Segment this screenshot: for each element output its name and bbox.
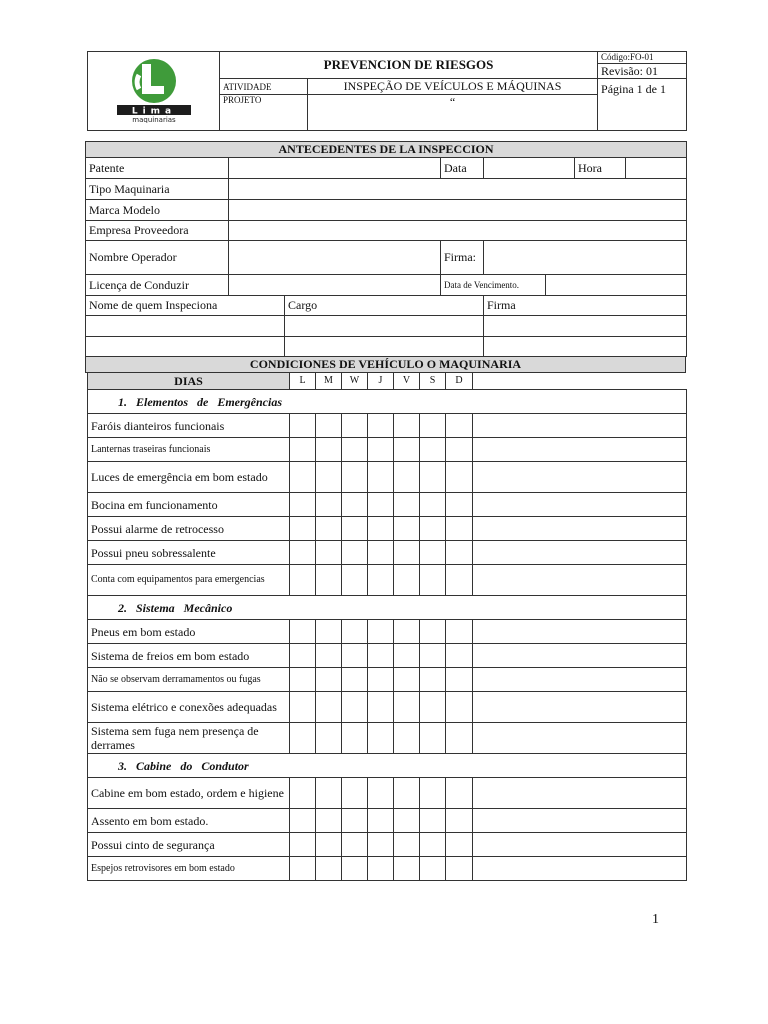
firma-label: Firma [484, 296, 687, 316]
day-check-cell[interactable] [290, 723, 316, 754]
checklist-row [88, 541, 687, 565]
day-check-cell[interactable] [368, 462, 394, 493]
day-check-cell[interactable] [446, 723, 473, 754]
day-check-cell[interactable] [316, 644, 342, 668]
day-check-cell[interactable] [446, 438, 473, 462]
checklist-row [88, 565, 687, 596]
day-check-cell[interactable] [290, 493, 316, 517]
day-check-cell[interactable] [368, 668, 394, 692]
day-check-cell[interactable] [446, 620, 473, 644]
day-check-cell[interactable] [420, 438, 446, 462]
data-vencimento-field[interactable] [546, 275, 687, 296]
projeto-value: “ [308, 95, 598, 131]
day-check-cell[interactable] [394, 620, 420, 644]
day-header: W [342, 373, 368, 390]
dias-header-row [88, 373, 687, 390]
company-logo [88, 52, 220, 131]
page-indicator: Página 1 de 1 [598, 79, 687, 131]
checklist-row [88, 462, 687, 493]
day-check-cell[interactable] [290, 517, 316, 541]
svg-text:maquinarias: maquinarias [131, 116, 176, 123]
checklist-row [88, 809, 687, 833]
day-check-cell[interactable] [394, 809, 420, 833]
day-check-cell[interactable] [316, 833, 342, 857]
checklist-row [88, 723, 687, 754]
day-check-cell[interactable] [446, 517, 473, 541]
day-check-cell[interactable] [368, 723, 394, 754]
day-header: J [368, 373, 394, 390]
checklist-item-label: Possui cinto de segurança [88, 833, 290, 857]
day-check-cell[interactable] [394, 833, 420, 857]
day-check-cell[interactable] [342, 517, 368, 541]
section-title: 2. Sistema Mecânico [88, 596, 687, 620]
observation-cell[interactable] [473, 833, 687, 857]
day-check-cell[interactable] [446, 833, 473, 857]
day-check-cell[interactable] [446, 541, 473, 565]
cargo-field-2[interactable] [285, 337, 484, 357]
day-check-cell[interactable] [394, 778, 420, 809]
observation-cell[interactable] [473, 493, 687, 517]
day-check-cell[interactable] [342, 692, 368, 723]
atividade-label: ATIVIDADE [220, 79, 308, 95]
day-check-cell[interactable] [394, 462, 420, 493]
section-row [88, 754, 687, 778]
document-code: Código:FO-01 [598, 52, 686, 64]
licenca-field[interactable] [229, 275, 441, 296]
day-check-cell[interactable] [394, 692, 420, 723]
observation-cell[interactable] [473, 778, 687, 809]
day-check-cell[interactable] [420, 778, 446, 809]
document-title: PREVENCION DE RIESGOS [220, 52, 598, 79]
day-check-cell[interactable] [394, 565, 420, 596]
day-check-cell[interactable] [394, 541, 420, 565]
observation-cell[interactable] [473, 723, 687, 754]
firma-operador-label: Firma: [441, 241, 484, 275]
day-check-cell[interactable] [446, 462, 473, 493]
patente-label: Patente [86, 158, 229, 179]
empresa-proveedora-label: Empresa Proveedora [86, 221, 229, 241]
day-check-cell[interactable] [290, 644, 316, 668]
observation-cell[interactable] [473, 668, 687, 692]
tipo-maquinaria-label: Tipo Maquinaria [86, 179, 229, 200]
checklist-row [88, 692, 687, 723]
patente-field[interactable] [229, 158, 441, 179]
day-check-cell[interactable] [290, 541, 316, 565]
empresa-proveedora-field[interactable] [229, 221, 687, 241]
day-check-cell[interactable] [394, 517, 420, 541]
section-row [88, 390, 687, 414]
day-check-cell[interactable] [420, 692, 446, 723]
day-check-cell[interactable] [316, 541, 342, 565]
checklist-row [88, 493, 687, 517]
antecedentes-table [85, 141, 687, 357]
day-check-cell[interactable] [394, 644, 420, 668]
tipo-maquinaria-field[interactable] [229, 179, 687, 200]
section-title: 3. Cabine do Condutor [88, 754, 687, 778]
checklist-item-label: Faróis dianteiros funcionais [88, 414, 290, 438]
day-check-cell[interactable] [368, 833, 394, 857]
day-check-cell[interactable] [446, 644, 473, 668]
observation-cell[interactable] [473, 517, 687, 541]
day-check-cell[interactable] [420, 668, 446, 692]
checklist-row [88, 438, 687, 462]
day-check-cell[interactable] [316, 857, 342, 881]
day-check-cell[interactable] [316, 778, 342, 809]
day-check-cell[interactable] [342, 541, 368, 565]
day-check-cell[interactable] [342, 438, 368, 462]
day-check-cell[interactable] [394, 414, 420, 438]
observation-cell[interactable] [473, 644, 687, 668]
day-check-cell[interactable] [368, 493, 394, 517]
day-check-cell[interactable] [316, 809, 342, 833]
day-check-cell[interactable] [290, 778, 316, 809]
day-check-cell[interactable] [446, 668, 473, 692]
section-row [88, 596, 687, 620]
header-spacer [473, 373, 687, 390]
day-check-cell[interactable] [420, 462, 446, 493]
day-check-cell[interactable] [342, 414, 368, 438]
atividade-value: INSPEÇÃO DE VEÍCULOS E MÁQUINAS [308, 79, 598, 95]
checklist-row [88, 414, 687, 438]
day-check-cell[interactable] [394, 723, 420, 754]
marca-modelo-label: Marca Modelo [86, 200, 229, 221]
day-header: D [446, 373, 473, 390]
day-check-cell[interactable] [368, 778, 394, 809]
day-check-cell[interactable] [420, 414, 446, 438]
checklist-row [88, 833, 687, 857]
day-check-cell[interactable] [394, 438, 420, 462]
day-check-cell[interactable] [342, 809, 368, 833]
condiciones-checklist [87, 372, 687, 881]
day-check-cell[interactable] [368, 438, 394, 462]
observation-cell[interactable] [473, 565, 687, 596]
day-check-cell[interactable] [446, 857, 473, 881]
cargo-field[interactable] [285, 316, 484, 337]
day-check-cell[interactable] [316, 493, 342, 517]
condiciones-title-bar [85, 356, 686, 373]
checklist-row [88, 620, 687, 644]
day-check-cell[interactable] [342, 462, 368, 493]
data-label: Data [441, 158, 484, 179]
day-check-cell[interactable] [290, 833, 316, 857]
day-check-cell[interactable] [420, 620, 446, 644]
cargo-label: Cargo [285, 296, 484, 316]
checklist-item-label: Pneus em bom estado [88, 620, 290, 644]
checklist-item-label: Possui pneu sobressalente [88, 541, 290, 565]
checklist-row [88, 644, 687, 668]
day-check-cell[interactable] [446, 414, 473, 438]
checklist-item-label: Possui alarme de retrocesso [88, 517, 290, 541]
day-check-cell[interactable] [420, 833, 446, 857]
day-check-cell[interactable] [420, 644, 446, 668]
day-check-cell[interactable] [368, 541, 394, 565]
day-check-cell[interactable] [342, 857, 368, 881]
day-check-cell[interactable] [290, 809, 316, 833]
day-check-cell[interactable] [290, 668, 316, 692]
observation-cell[interactable] [473, 809, 687, 833]
day-check-cell[interactable] [368, 644, 394, 668]
section-title: 1. Elementos de Emergências [88, 390, 687, 414]
day-check-cell[interactable] [368, 414, 394, 438]
nome-inspeciona-field-2[interactable] [86, 337, 285, 357]
observation-cell[interactable] [473, 620, 687, 644]
day-check-cell[interactable] [368, 857, 394, 881]
day-check-cell[interactable] [290, 438, 316, 462]
day-check-cell[interactable] [368, 809, 394, 833]
observation-cell[interactable] [473, 462, 687, 493]
firma-field[interactable] [484, 316, 687, 337]
condiciones-title: CONDICIONES DE VEHÍCULO O MAQUINARIA [86, 357, 686, 373]
nombre-operador-label: Nombre Operador [86, 241, 229, 275]
day-check-cell[interactable] [394, 857, 420, 881]
checklist-row [88, 517, 687, 541]
checklist-item-label: Bocina em funcionamento [88, 493, 290, 517]
nome-inspeciona-label: Nome de quem Inspeciona [86, 296, 285, 316]
checklist-item-label: Assento em bom estado. [88, 809, 290, 833]
page-number: 1 [652, 912, 659, 927]
day-check-cell[interactable] [342, 668, 368, 692]
day-check-cell[interactable] [316, 723, 342, 754]
day-check-cell[interactable] [342, 723, 368, 754]
day-check-cell[interactable] [342, 493, 368, 517]
observation-cell[interactable] [473, 857, 687, 881]
day-check-cell[interactable] [316, 565, 342, 596]
checklist-item-label: Conta com equipamentos para emergencias [88, 565, 290, 596]
checklist-item-label: Não se observam derramamentos ou fugas [88, 668, 290, 692]
dias-label: DIAS [88, 373, 290, 390]
data-vencimento-label: Data de Vencimento. [441, 275, 546, 296]
day-check-cell[interactable] [316, 692, 342, 723]
licenca-label: Licença de Conduzir [86, 275, 229, 296]
day-check-cell[interactable] [368, 565, 394, 596]
day-check-cell[interactable] [446, 565, 473, 596]
hora-label: Hora [575, 158, 626, 179]
day-check-cell[interactable] [316, 462, 342, 493]
data-field[interactable] [484, 158, 575, 179]
day-check-cell[interactable] [420, 857, 446, 881]
day-check-cell[interactable] [420, 541, 446, 565]
day-check-cell[interactable] [290, 857, 316, 881]
checklist-item-label: Espejos retrovisores em bom estado [88, 857, 290, 881]
day-check-cell[interactable] [446, 692, 473, 723]
nome-inspeciona-field[interactable] [86, 316, 285, 337]
checklist-item-label: Luces de emergência em bom estado [88, 462, 290, 493]
checklist-item-label: Sistema elétrico e conexões adequadas [88, 692, 290, 723]
day-check-cell[interactable] [446, 778, 473, 809]
day-check-cell[interactable] [316, 620, 342, 644]
day-check-cell[interactable] [394, 493, 420, 517]
checklist-item-label: Sistema sem fuga nem presença de derrames [88, 723, 290, 754]
day-header: S [420, 373, 446, 390]
checklist-row [88, 857, 687, 881]
day-check-cell[interactable] [316, 517, 342, 541]
day-check-cell[interactable] [368, 517, 394, 541]
day-check-cell[interactable] [290, 414, 316, 438]
day-check-cell[interactable] [316, 668, 342, 692]
document-revision: Revisão: 01 [601, 64, 659, 78]
checklist-item-label: Sistema de freios em bom estado [88, 644, 290, 668]
document-header [87, 51, 687, 131]
day-check-cell[interactable] [420, 565, 446, 596]
day-check-cell[interactable] [342, 565, 368, 596]
day-check-cell[interactable] [420, 493, 446, 517]
day-check-cell[interactable] [446, 493, 473, 517]
day-check-cell[interactable] [342, 833, 368, 857]
marca-modelo-field[interactable] [229, 200, 687, 221]
antecedentes-title: ANTECEDENTES DE LA INSPECCION [86, 142, 687, 158]
checklist-row [88, 668, 687, 692]
lima-logo-icon [109, 55, 199, 123]
day-check-cell[interactable] [316, 438, 342, 462]
day-check-cell[interactable] [290, 620, 316, 644]
day-check-cell[interactable] [290, 462, 316, 493]
checklist-item-label: Lanternas traseiras funcionais [88, 438, 290, 462]
day-check-cell[interactable] [290, 692, 316, 723]
day-check-cell[interactable] [420, 809, 446, 833]
checklist-item-label: Cabine em bom estado, ordem e higiene [88, 778, 290, 809]
day-header: V [394, 373, 420, 390]
firma-operador-field[interactable] [484, 241, 687, 275]
day-check-cell[interactable] [342, 620, 368, 644]
observation-cell[interactable] [473, 541, 687, 565]
day-header: L [290, 373, 316, 390]
observation-cell[interactable] [473, 692, 687, 723]
day-check-cell[interactable] [368, 692, 394, 723]
hora-field[interactable] [626, 158, 687, 179]
day-check-cell[interactable] [342, 778, 368, 809]
day-check-cell[interactable] [446, 809, 473, 833]
svg-text:Lima: Lima [131, 106, 176, 117]
nombre-operador-field[interactable] [229, 241, 441, 275]
projeto-label: PROJETO [220, 95, 308, 131]
day-check-cell[interactable] [290, 565, 316, 596]
firma-field-2[interactable] [484, 337, 687, 357]
day-check-cell[interactable] [368, 620, 394, 644]
day-check-cell[interactable] [420, 517, 446, 541]
checklist-row [88, 778, 687, 809]
observation-cell[interactable] [473, 414, 687, 438]
day-check-cell[interactable] [316, 414, 342, 438]
day-check-cell[interactable] [342, 644, 368, 668]
day-check-cell[interactable] [420, 723, 446, 754]
day-header: M [316, 373, 342, 390]
observation-cell[interactable] [473, 438, 687, 462]
day-check-cell[interactable] [394, 668, 420, 692]
